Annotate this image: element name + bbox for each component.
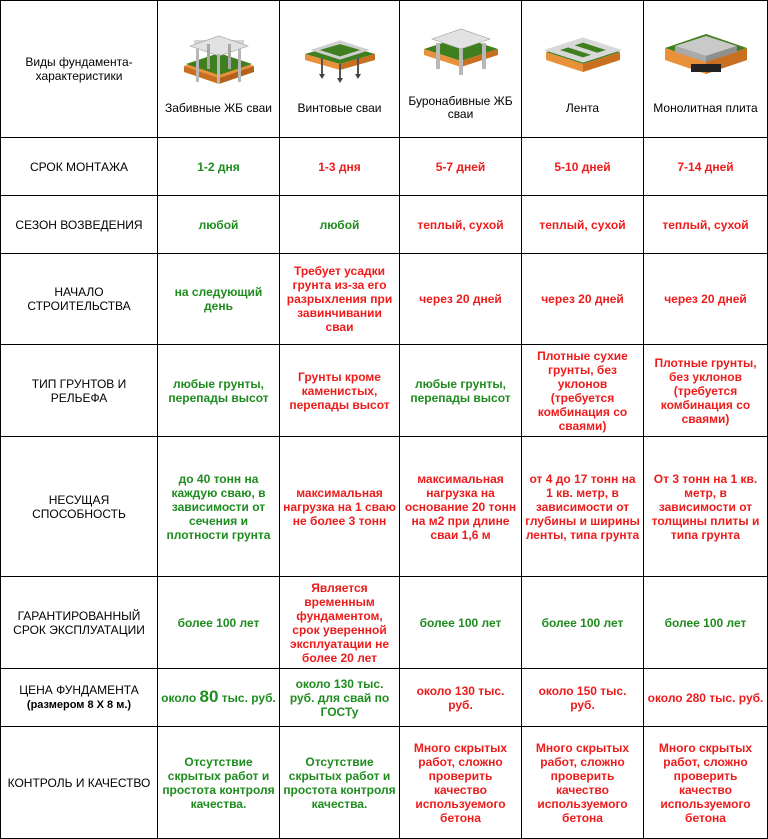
cell: любые грунты, перепады высот (400, 345, 522, 437)
cell: 1-2 дня (158, 138, 280, 196)
cell: любой (158, 196, 280, 254)
price-label: ЦЕНА ФУНДАМЕНТА (19, 683, 139, 697)
cell: около 280 тыс. руб. (644, 669, 768, 727)
row-bearing-capacity (1, 437, 768, 577)
cell: любые грунты, перепады высот (158, 345, 280, 437)
row-label (1, 669, 158, 727)
type-name: Винтовые сваи (297, 100, 382, 115)
row-soil-type (1, 345, 768, 437)
type-name: Лента (565, 100, 600, 115)
cell: до 40 тонн на каждую сваю, в зависимости от сечения и плотности грунта (158, 437, 280, 577)
type-name: Забивные ЖБ сваи (164, 100, 273, 115)
header-row-label: Виды фундамента- характеристики (1, 1, 158, 138)
cell: более 100 лет (522, 577, 644, 669)
cell: через 20 дней (522, 254, 644, 345)
cell: любой (280, 196, 400, 254)
type-screw-piles (280, 1, 400, 138)
row-installation-time (1, 138, 768, 196)
cell: Плотные сухие грунты, без уклонов (требуется комбинация со сваями) (522, 345, 644, 437)
driven-piles-icon (174, 24, 264, 84)
cell: более 100 лет (644, 577, 768, 669)
monolithic-slab-icon (661, 24, 751, 84)
price-number: 80 (199, 687, 219, 706)
cell: 1-3 дня (280, 138, 400, 196)
cell-price-highlight (158, 669, 280, 727)
type-monolithic-slab (644, 1, 768, 138)
header-row (1, 1, 768, 138)
cell: на следующий день (158, 254, 280, 345)
cell: 7-14 дней (644, 138, 768, 196)
cell: Грунты кроме каменистых, перепады высот (280, 345, 400, 437)
cell: Отсутствие скрытых работ и простота контроля качества. (158, 727, 280, 839)
row-label: СРОК МОНТАЖА (1, 138, 158, 196)
cell: От 3 тонн на 1 кв. метр, в зависимости от толщины плиты и типа грунта (644, 437, 768, 577)
cell: Много скрытых работ, сложно проверить качество используемого бетона (644, 727, 768, 839)
row-price (1, 669, 768, 727)
cell: Требует усадки грунта из-за его разрыхления при завинчивании сваи (280, 254, 400, 345)
row-label: ТИП ГРУНТОВ И РЕЛЬЕФА (1, 345, 158, 437)
cell: через 20 дней (644, 254, 768, 345)
cell: максимальная нагрузка на 1 сваю не более 3 тонн (280, 437, 400, 577)
type-name: Монолитная плита (653, 100, 758, 115)
cell: теплый, сухой (400, 196, 522, 254)
bored-piles-icon (416, 17, 506, 77)
screw-piles-icon (295, 24, 385, 84)
type-name: Буронабивные ЖБ сваи (408, 94, 513, 121)
cell: через 20 дней (400, 254, 522, 345)
cell: около 150 тыс. руб. (522, 669, 644, 727)
cell: теплый, сухой (522, 196, 644, 254)
row-label: ГАРАНТИРОВАННЫЙ СРОК ЭКСПЛУАТАЦИИ (1, 577, 158, 669)
cell: более 100 лет (400, 577, 522, 669)
row-label: СЕЗОН ВОЗВЕДЕНИЯ (1, 196, 158, 254)
type-driven-piles (158, 1, 280, 138)
cell: теплый, сухой (644, 196, 768, 254)
row-season (1, 196, 768, 254)
cell: Отсутствие скрытых работ и простота контроля качества. (280, 727, 400, 839)
cell: максимальная нагрузка на основание 20 тонн на м2 при длине сваи 1,6 м (400, 437, 522, 577)
price-prefix: около (161, 691, 197, 705)
strip-foundation-icon (538, 24, 628, 84)
row-construction-start (1, 254, 768, 345)
price-size-note: (размером 8 Х 8 м.) (26, 699, 132, 711)
cell: Много скрытых работ, сложно проверить качество используемого бетона (400, 727, 522, 839)
cell: 5-10 дней (522, 138, 644, 196)
cell: Много скрытых работ, сложно проверить качество используемого бетона (522, 727, 644, 839)
type-bored-piles (400, 1, 522, 138)
row-service-life (1, 577, 768, 669)
cell: около 130 тыс. руб. для свай по ГОСТу (280, 669, 400, 727)
cell: более 100 лет (158, 577, 280, 669)
cell: 5-7 дней (400, 138, 522, 196)
price-suffix: тыс. руб. (221, 691, 276, 705)
type-strip-foundation (522, 1, 644, 138)
row-label: НАЧАЛО СТРОИТЕЛЬСТВА (1, 254, 158, 345)
row-label: КОНТРОЛЬ И КАЧЕСТВО (1, 727, 158, 839)
row-quality-control (1, 727, 768, 839)
row-label: НЕСУЩАЯ СПОСОБНОСТЬ (1, 437, 158, 577)
cell: Плотные грунты, без уклонов (требуется комбинация со сваями) (644, 345, 768, 437)
cell: около 130 тыс. руб. (400, 669, 522, 727)
cell: Является временным фундаментом, срок уверенной эксплуатации не более 20 лет (280, 577, 400, 669)
cell: от 4 до 17 тонн на 1 кв. метр, в зависимости от глубины и ширины ленты, типа грунта (522, 437, 644, 577)
